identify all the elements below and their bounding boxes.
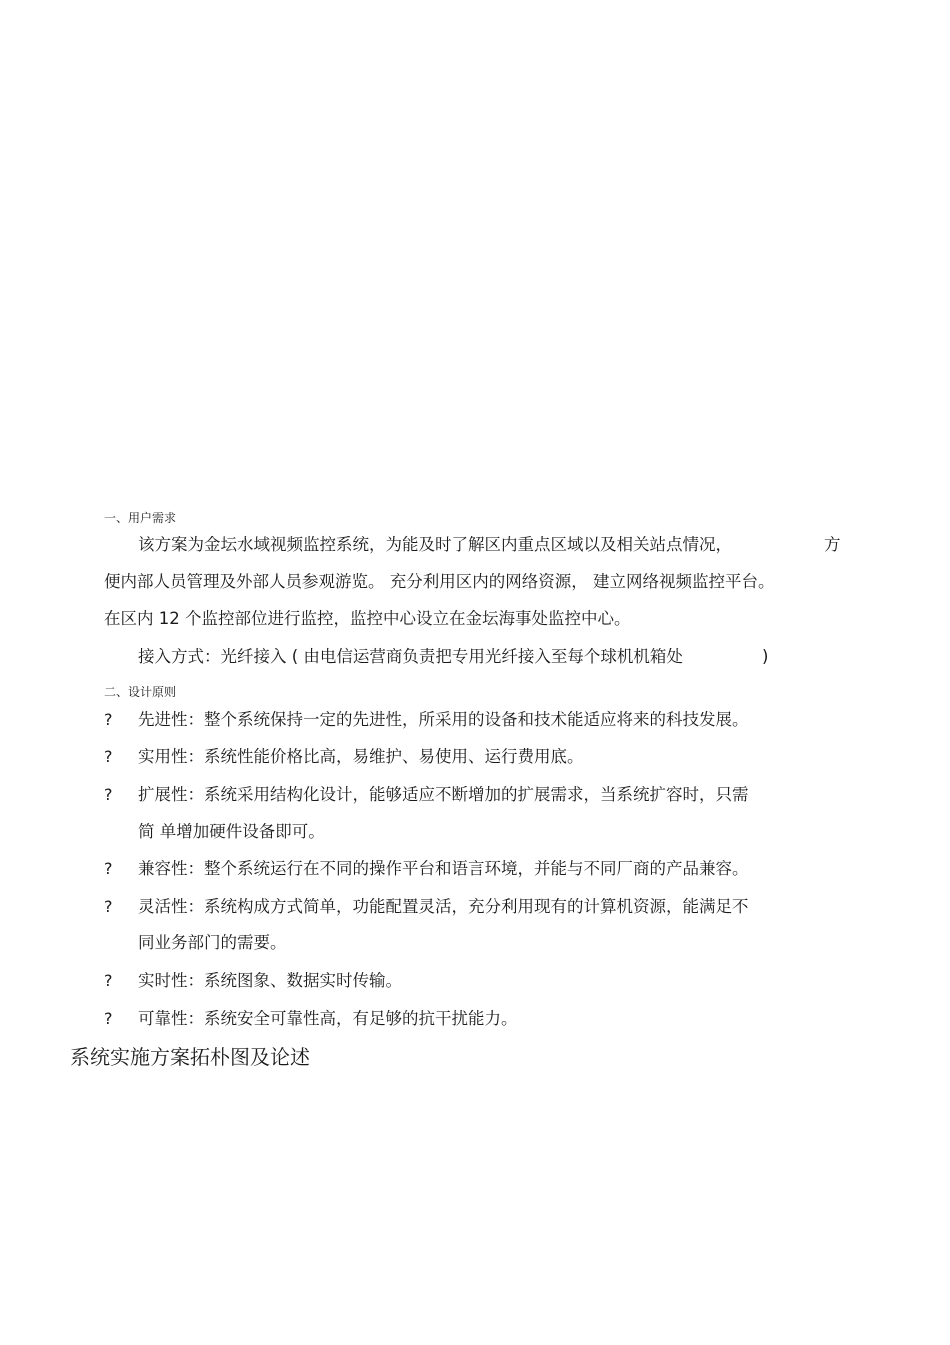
paragraph-line-tail: 方 — [824, 535, 841, 554]
paragraph-line: 在区内 12 个监控部位进行监控，监控中心设立在金坛海事处监控中心。 — [104, 609, 631, 628]
principle-item: 灵活性：系统构成方式简单，功能配置灵活，充分利用现有的计算机资源，能满足不 — [138, 897, 749, 916]
section-title-topology: 系统实施方案拓朴图及论述 — [70, 1045, 310, 1069]
principle-item-continuation: 简 单增加硬件设备即可。 — [138, 822, 325, 841]
bullet-icon: ? — [104, 710, 113, 729]
bullet-icon: ? — [104, 785, 113, 804]
section-heading-user-requirements: 一、用户需求 — [104, 511, 177, 525]
principle-item: 兼容性：整个系统运行在不同的操作平台和语言环境，并能与不同厂商的产品兼容。 — [138, 859, 749, 878]
access-method-line: 接入方式：光纤接入 ( 由电信运营商负责把专用光纤接入至每个球机机箱处 — [138, 647, 683, 666]
bullet-icon: ? — [104, 747, 113, 766]
principle-item: 先进性：整个系统保持一定的先进性，所采用的设备和技术能适应将来的科技发展。 — [138, 710, 749, 729]
section-heading-design-principles: 二、设计原则 — [104, 685, 177, 699]
access-method-close-paren: ) — [762, 647, 769, 666]
principle-item: 可靠性：系统安全可靠性高，有足够的抗干扰能力。 — [138, 1009, 518, 1028]
bullet-icon: ? — [104, 971, 113, 990]
bullet-icon: ? — [104, 859, 113, 878]
bullet-icon: ? — [104, 1009, 113, 1028]
principle-item: 实时性：系统图象、数据实时传输。 — [138, 971, 402, 990]
bullet-icon: ? — [104, 897, 113, 916]
principle-item: 实用性：系统性能价格比高，易维护、易使用、运行费用底。 — [138, 747, 584, 766]
paragraph-line: 便内部人员管理及外部人员参观游览。 充分利用区内的网络资源， 建立网络视频监控平台。 — [104, 572, 775, 591]
principle-item-continuation: 同业务部门的需要。 — [138, 933, 287, 952]
paragraph-line: 该方案为金坛水域视频监控系统，为能及时了解区内重点区域以及相关站点情况， — [138, 535, 732, 554]
principle-item: 扩展性：系统采用结构化设计，能够适应不断增加的扩展需求，当系统扩容时，只需 — [138, 785, 749, 804]
